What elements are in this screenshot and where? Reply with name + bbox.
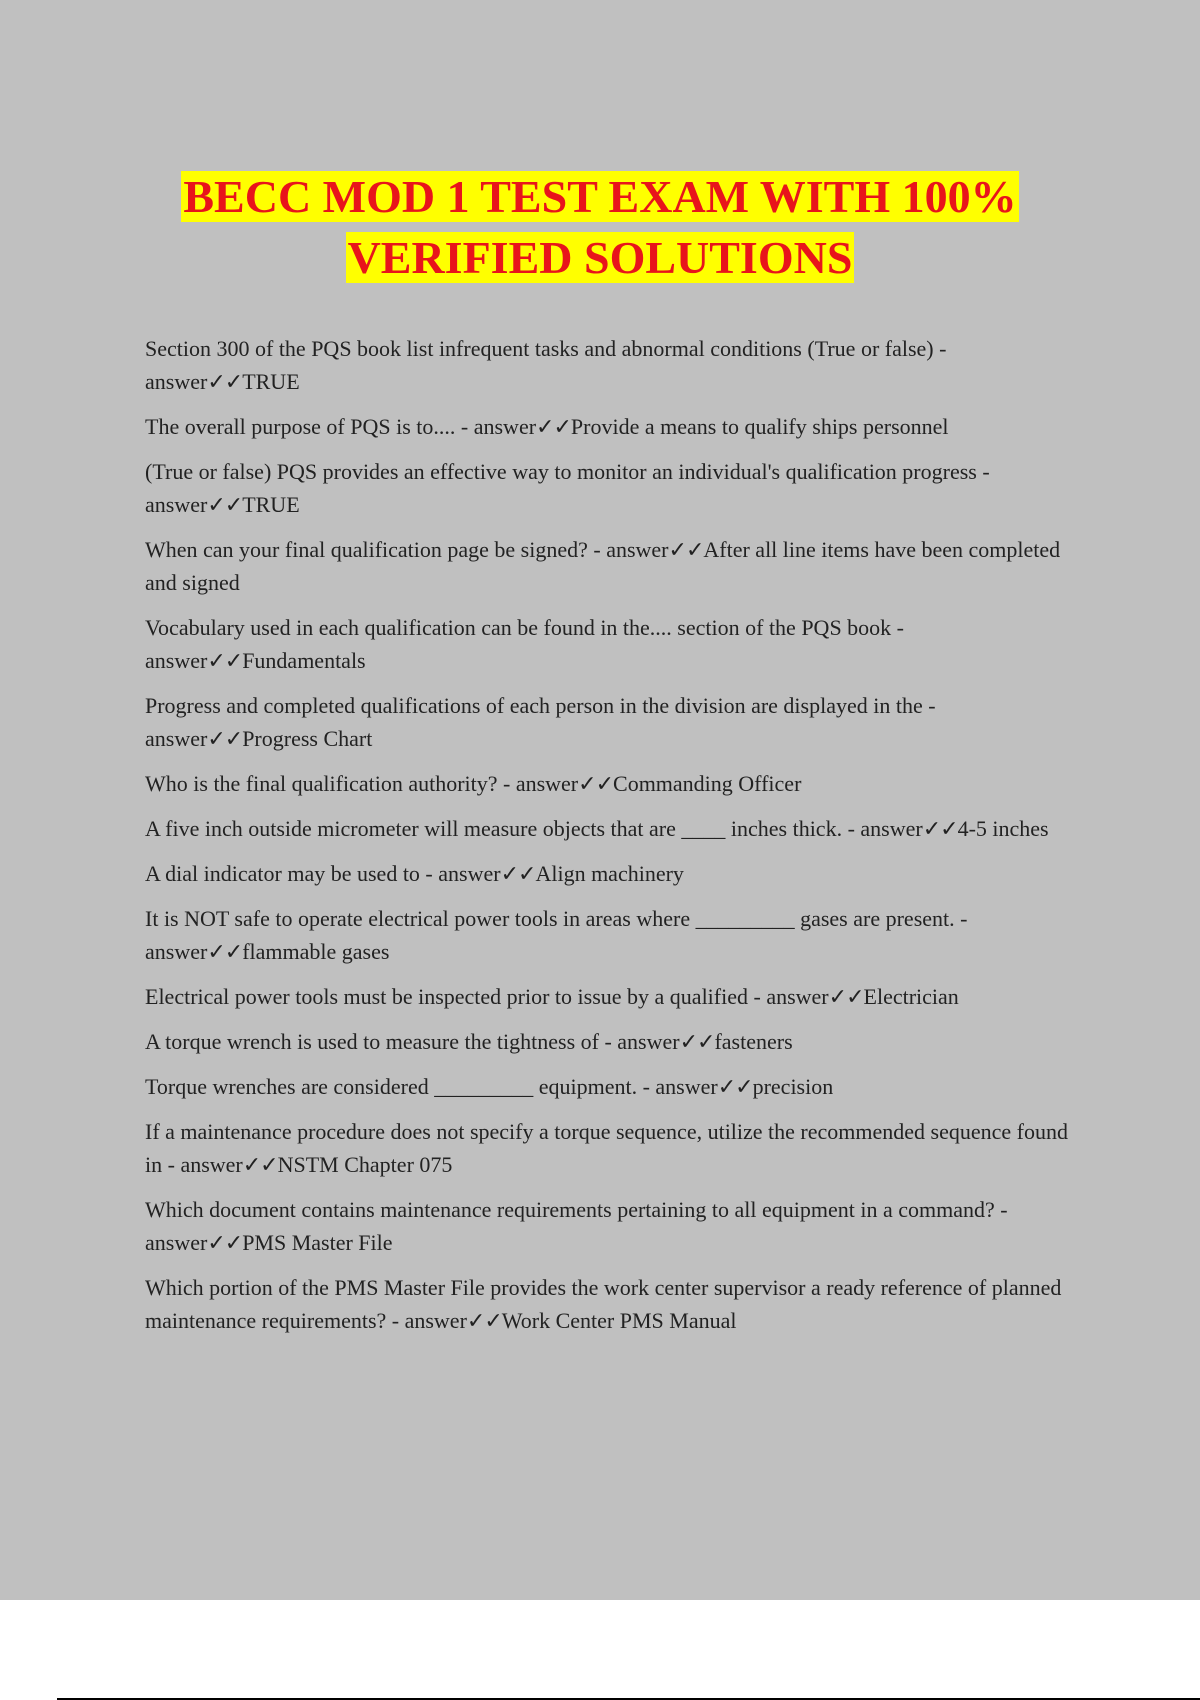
title-line-1: BECC MOD 1 TEST EXAM WITH 100%	[183, 171, 1017, 222]
title-line-2: VERIFIED SOLUTIONS	[347, 232, 853, 283]
double-check-icon: ✓✓	[717, 1074, 753, 1099]
qa-item	[145, 980, 1085, 1013]
question-text: If a maintenance procedure does not specify a torque sequence, utilize the recommended sequence found in - answer	[145, 1119, 1068, 1177]
double-check-icon: ✓✓	[207, 1230, 243, 1255]
double-check-icon: ✓✓	[828, 984, 864, 1009]
question-text: When can your final qualification page be signed? - answer	[145, 537, 669, 562]
question-text: The overall purpose of PQS is to.... - answer	[145, 414, 537, 439]
double-check-icon: ✓✓	[207, 648, 243, 673]
double-check-icon: ✓✓	[207, 726, 243, 751]
answer-text: 4-5 inches	[957, 816, 1049, 841]
qa-item	[145, 1025, 1085, 1058]
qa-item	[145, 533, 1085, 599]
question-text: Torque wrenches are considered _________ equipment. - answer	[145, 1074, 718, 1099]
answer-text: NSTM Chapter 075	[277, 1152, 453, 1177]
answer-text: Progress Chart	[242, 726, 373, 751]
question-text: Section 300 of the PQS book list infrequent tasks and abnormal conditions (True or false) - answer	[145, 336, 947, 394]
double-check-icon: ✓✓	[207, 939, 243, 964]
qa-item	[145, 689, 1085, 755]
double-check-icon: ✓✓	[242, 1152, 278, 1177]
double-check-icon: ✓✓	[668, 537, 704, 562]
answer-text: TRUE	[242, 492, 300, 517]
answer-text: Fundamentals	[242, 648, 366, 673]
qa-item	[145, 1271, 1085, 1337]
double-check-icon: ✓✓	[500, 861, 536, 886]
qa-item	[145, 1070, 1085, 1103]
answer-text: Work Center PMS Manual	[501, 1308, 737, 1333]
double-check-icon: ✓✓	[207, 369, 243, 394]
qa-item	[145, 1115, 1085, 1181]
double-check-icon: ✓✓	[679, 1029, 715, 1054]
question-text: It is NOT safe to operate electrical power tools in areas where _________ gases are present. - answer	[145, 906, 968, 964]
qa-item	[145, 1193, 1085, 1259]
qa-item	[145, 332, 1085, 398]
question-text: Vocabulary used in each qualification can be found in the.... section of the PQS book - answer	[145, 615, 905, 673]
qa-item	[145, 812, 1085, 845]
question-text: (True or false) PQS provides an effective way to monitor an individual's qualification progress - answer	[145, 459, 990, 517]
double-check-icon: ✓✓	[536, 414, 571, 439]
qa-item	[145, 767, 1085, 800]
qa-item	[145, 455, 1085, 521]
question-text: Which document contains maintenance requirements pertaining to all equipment in a command? - answer	[145, 1197, 1008, 1255]
double-check-icon: ✓✓	[922, 816, 958, 841]
double-check-icon: ✓✓	[578, 771, 614, 796]
answer-text: TRUE	[242, 369, 300, 394]
answer-text: flammable gases	[242, 939, 390, 964]
qa-item	[145, 611, 1085, 677]
question-text: A dial indicator may be used to - answer	[145, 861, 501, 886]
qa-list	[145, 332, 1085, 1349]
answer-text: Align machinery	[535, 861, 684, 886]
question-text: A five inch outside micrometer will measure objects that are ____ inches thick. - answer	[145, 816, 923, 841]
qa-item	[145, 902, 1085, 968]
qa-item	[145, 857, 1085, 890]
answer-text: Provide a means to qualify ships personnel	[570, 414, 949, 439]
question-text: A torque wrench is used to measure the tightness of - answer	[145, 1029, 680, 1054]
answer-text: fasteners	[714, 1029, 793, 1054]
qa-item	[145, 410, 1085, 443]
question-text: Progress and completed qualifications of each person in the division are displayed in the - answer	[145, 693, 936, 751]
double-check-icon: ✓✓	[207, 492, 243, 517]
answer-text: PMS Master File	[242, 1230, 393, 1255]
document-title	[0, 166, 1200, 288]
question-text: Who is the final qualification authority? - answer	[145, 771, 579, 796]
question-text: Which portion of the PMS Master File provides the work center supervisor a ready reference of planned maintenance requirements? - answer	[145, 1275, 1062, 1333]
answer-text: Commanding Officer	[613, 771, 802, 796]
answer-text: After all line items have been completed and signed	[145, 537, 1061, 595]
answer-text: precision	[752, 1074, 834, 1099]
question-text: Electrical power tools must be inspected prior to issue by a qualified - answer	[145, 984, 829, 1009]
double-check-icon: ✓✓	[466, 1308, 502, 1333]
answer-text: Electrician	[863, 984, 959, 1009]
